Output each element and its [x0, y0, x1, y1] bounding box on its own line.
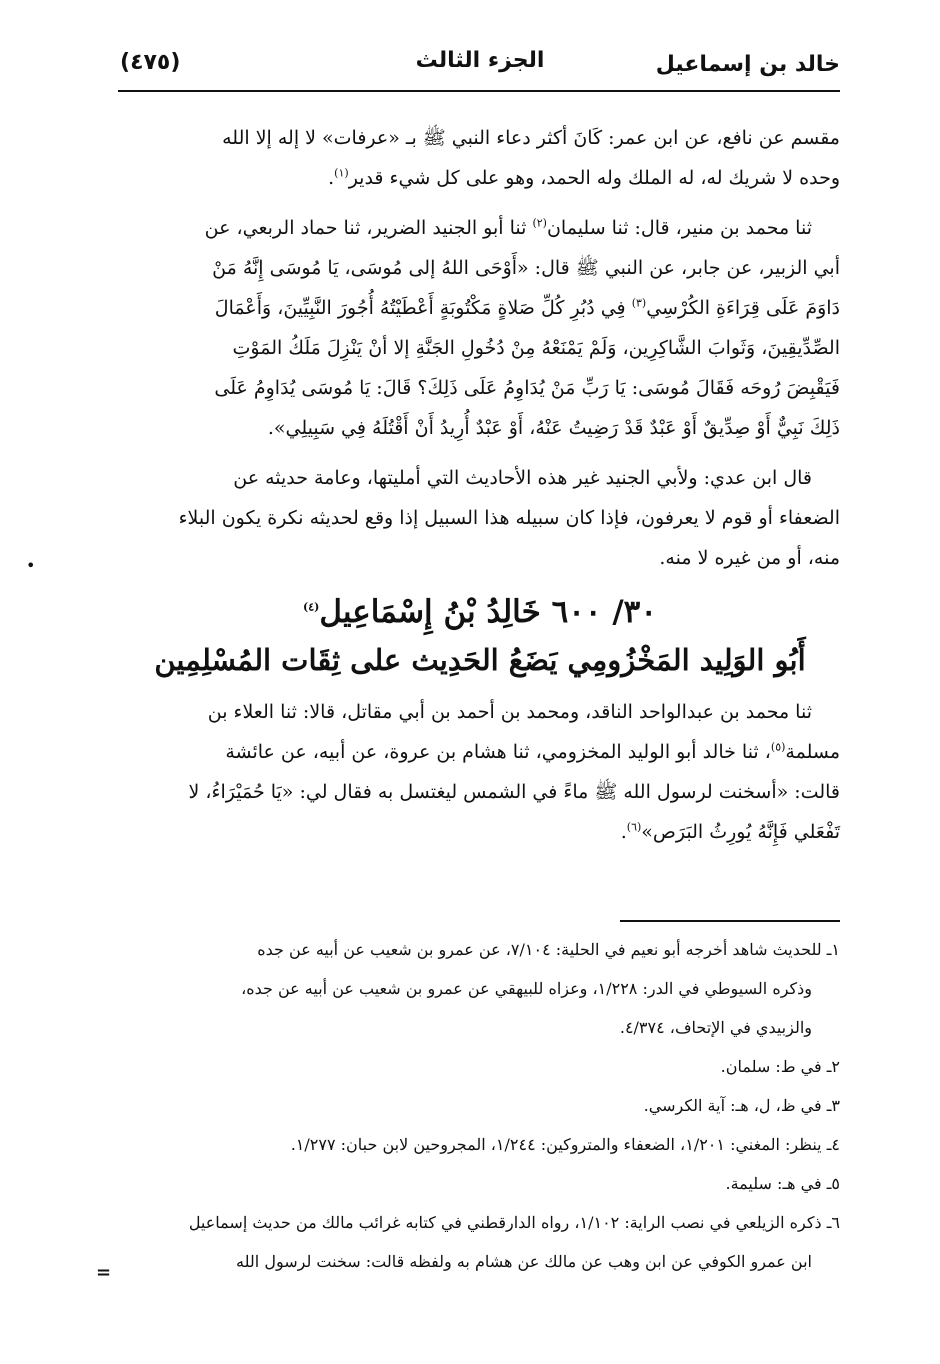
text-line: ثنا أبو الجنيد الضرير، ثنا حماد الربعي، عن: [204, 217, 533, 239]
text-line: فِي دُبُرِ كُلِّ صَلاةٍ مَكْتُوبَةٍ أَعْطَيْتُهُ أُجُورَ النَّبِيِّينَ، وَأَعْمَالَ: [214, 297, 632, 319]
footnote-ref: (٣): [631, 296, 647, 310]
footnote-line: وذكره السيوطي في الدر: ١/٢٢٨، وعزاه للبيهقي عن عمرو بن شعيب عن أبيه عن جده،: [241, 979, 812, 998]
footnote-5: ٥ـ في هـ: سليمة.: [725, 1174, 840, 1193]
footnote-line: والزبيدي في الإتحاف، ٤/٣٧٤.: [619, 1018, 812, 1037]
text-line: ذَلِكَ نَبِيٌّ أَوْ صِدِّيقٌ أَوْ عَبْدٌ قَدْ رَضِيتُ عَنْهُ، أَوْ عَبْدٌ أُرِيدُ أَنْ أَقْتُلَهُ فِي سَبِيلِي».: [267, 417, 840, 439]
text-line: وحده لا شريك له، له الملك وله الحمد، وهو على كل شيء قدير: [348, 167, 840, 189]
text-line: قال ابن عدي: ولأبي الجنيد غير هذه الأحاديث التي أمليتها، وعامة حديثه عن: [233, 467, 812, 489]
footnote-ref: (٦): [626, 820, 642, 834]
running-title: خالد بن إسماعيل: [655, 52, 840, 77]
text-line: منه، أو من غيره لا منه.: [659, 547, 840, 569]
text-line: الضعفاء أو قوم لا يعرفون، فإذا كان سبيله هذا السبيل إذا وقع لحديثه نكرة يكون البلاء: [178, 507, 840, 529]
entry-subheading: أَبُو الوَلِيد المَخْزُومِي يَضَعُ الحَدِيث على ثِقَات المُسْلِمِين: [154, 643, 806, 677]
text-line: قالت: «أسخنت لرسول الله ﷺ ماءً في الشمس ليغتسل به فقال لي: «يَا حُمَيْرَاءُ، لا: [188, 781, 840, 803]
text-line: أبي الزبير، عن جابر، عن النبي ﷺ قال: «أَوْحَى اللهُ إلى مُوسَى، يَا مُوسَى إِنَّهُ مَنْ: [212, 257, 840, 279]
footnote-1: [130, 930, 840, 1047]
footnote-ref: (٥): [770, 740, 786, 754]
text-line: ، ثنا خالد أبو الوليد المخزومي، ثنا هشام بن عروة، عن أبيه، عن عائشة: [225, 741, 771, 763]
volume-label: الجزء الثالث: [415, 48, 545, 73]
main-text: [120, 118, 840, 862]
header-rule: [118, 90, 840, 92]
footnote-rule: [620, 920, 840, 922]
paragraph-hadith-humayra: [120, 692, 840, 852]
text-line: مقسم عن نافع، عن ابن عمر: كَانَ أكثر دعاء النبي ﷺ بـ «عرفات» لا إله إلا الله: [222, 127, 840, 149]
footnote-line: ١ـ للحديث شاهد أخرجه أبو نعيم في الحلية: ٧/١٠٤، عن عمرو بن شعيب عن أبيه عن جده: [257, 940, 840, 959]
footnote-4: ٤ـ ينظر: المغني: ١/٢٠١، الضعفاء والمتروكين: ١/٢٤٤، المجروحين لابن حبان: ١/٢٧٧.: [290, 1135, 840, 1154]
sentence-end: .: [620, 821, 627, 843]
paragraph-hadith-arafat: مقسم عن نافع، عن ابن عمر: كَانَ أكثر دعاء النبي ﷺ بـ «عرفات» لا إله إلا الله وحده لا شريك له، له الملك وله الحمد، وهو على كل شيء قدير$^{(١)}$.: [222, 127, 840, 189]
footnote-ref: (٢): [532, 216, 547, 230]
text-line: الصِّدِّيقِينَ، وَثَوابَ الشَّاكِرِين، وَلَمْ يَمْنَعْهُ مِنْ دُخُولِ الجَنَّةِ إلا أنْ يَنْزِلَ مَلَكُ المَوْتِ: [232, 337, 840, 359]
paragraph-ibn-adi: [120, 458, 840, 578]
page-header: [120, 44, 840, 84]
entry-heading: [120, 588, 840, 636]
text-line: دَاوَمَ عَلَى قِرَاءَةِ الكُرْسِي: [646, 297, 840, 319]
footnote-6: [130, 1203, 840, 1281]
entry-title: ٣٠/ ٦٠٠ خَالِدُ بْنُ إِسْمَاعِيل: [319, 594, 657, 630]
footnote-line: ابن عمرو الكوفي عن ابن وهب عن مالك عن هشام به ولفظه قالت: سخنت لرسول الله: [236, 1252, 812, 1271]
text-line: ثنا محمد بن عبدالواحد الناقد، ومحمد بن أحمد بن أبي مقاتل، قالا: ثنا العلاء بن: [207, 701, 812, 723]
continuation-mark: =: [96, 1262, 112, 1283]
text-line: تَفْعَلي فَإِنَّهُ يُورِثُ البَرَص»: [641, 821, 840, 843]
footnotes: [130, 930, 840, 1281]
text-line: فَيَقْبِضَ رُوحَه فَقَالَ مُوسَى: يَا رَبِّ مَنْ يُدَاوِمُ عَلَى ذَلِكَ؟ قَالَ: يَا مُوسَى يُدَاوِمُ عَلَى: [214, 377, 840, 399]
text-line: ثنا محمد بن منير، قال: ثنا سليمان: [546, 217, 812, 239]
paragraph-hadith-kursi: [120, 208, 840, 448]
footnote-ref: (١): [334, 166, 349, 180]
text-line: مسلمة: [785, 741, 840, 763]
footnote-3: ٣ـ في ظ، ل، هـ: آية الكرسي.: [643, 1096, 840, 1115]
margin-mark: •: [26, 556, 36, 575]
page-number: (٤٧٥): [120, 50, 181, 75]
footnote-2: ٢ـ في ط: سلمان.: [720, 1057, 840, 1076]
footnote-line: ٦ـ ذكره الزيلعي في نصب الراية: ١/١٠٢، رواه الدارقطني في كتابه غرائب مالك من حديث إسماعيل: [188, 1213, 840, 1232]
footnote-ref: (٤): [303, 600, 320, 614]
